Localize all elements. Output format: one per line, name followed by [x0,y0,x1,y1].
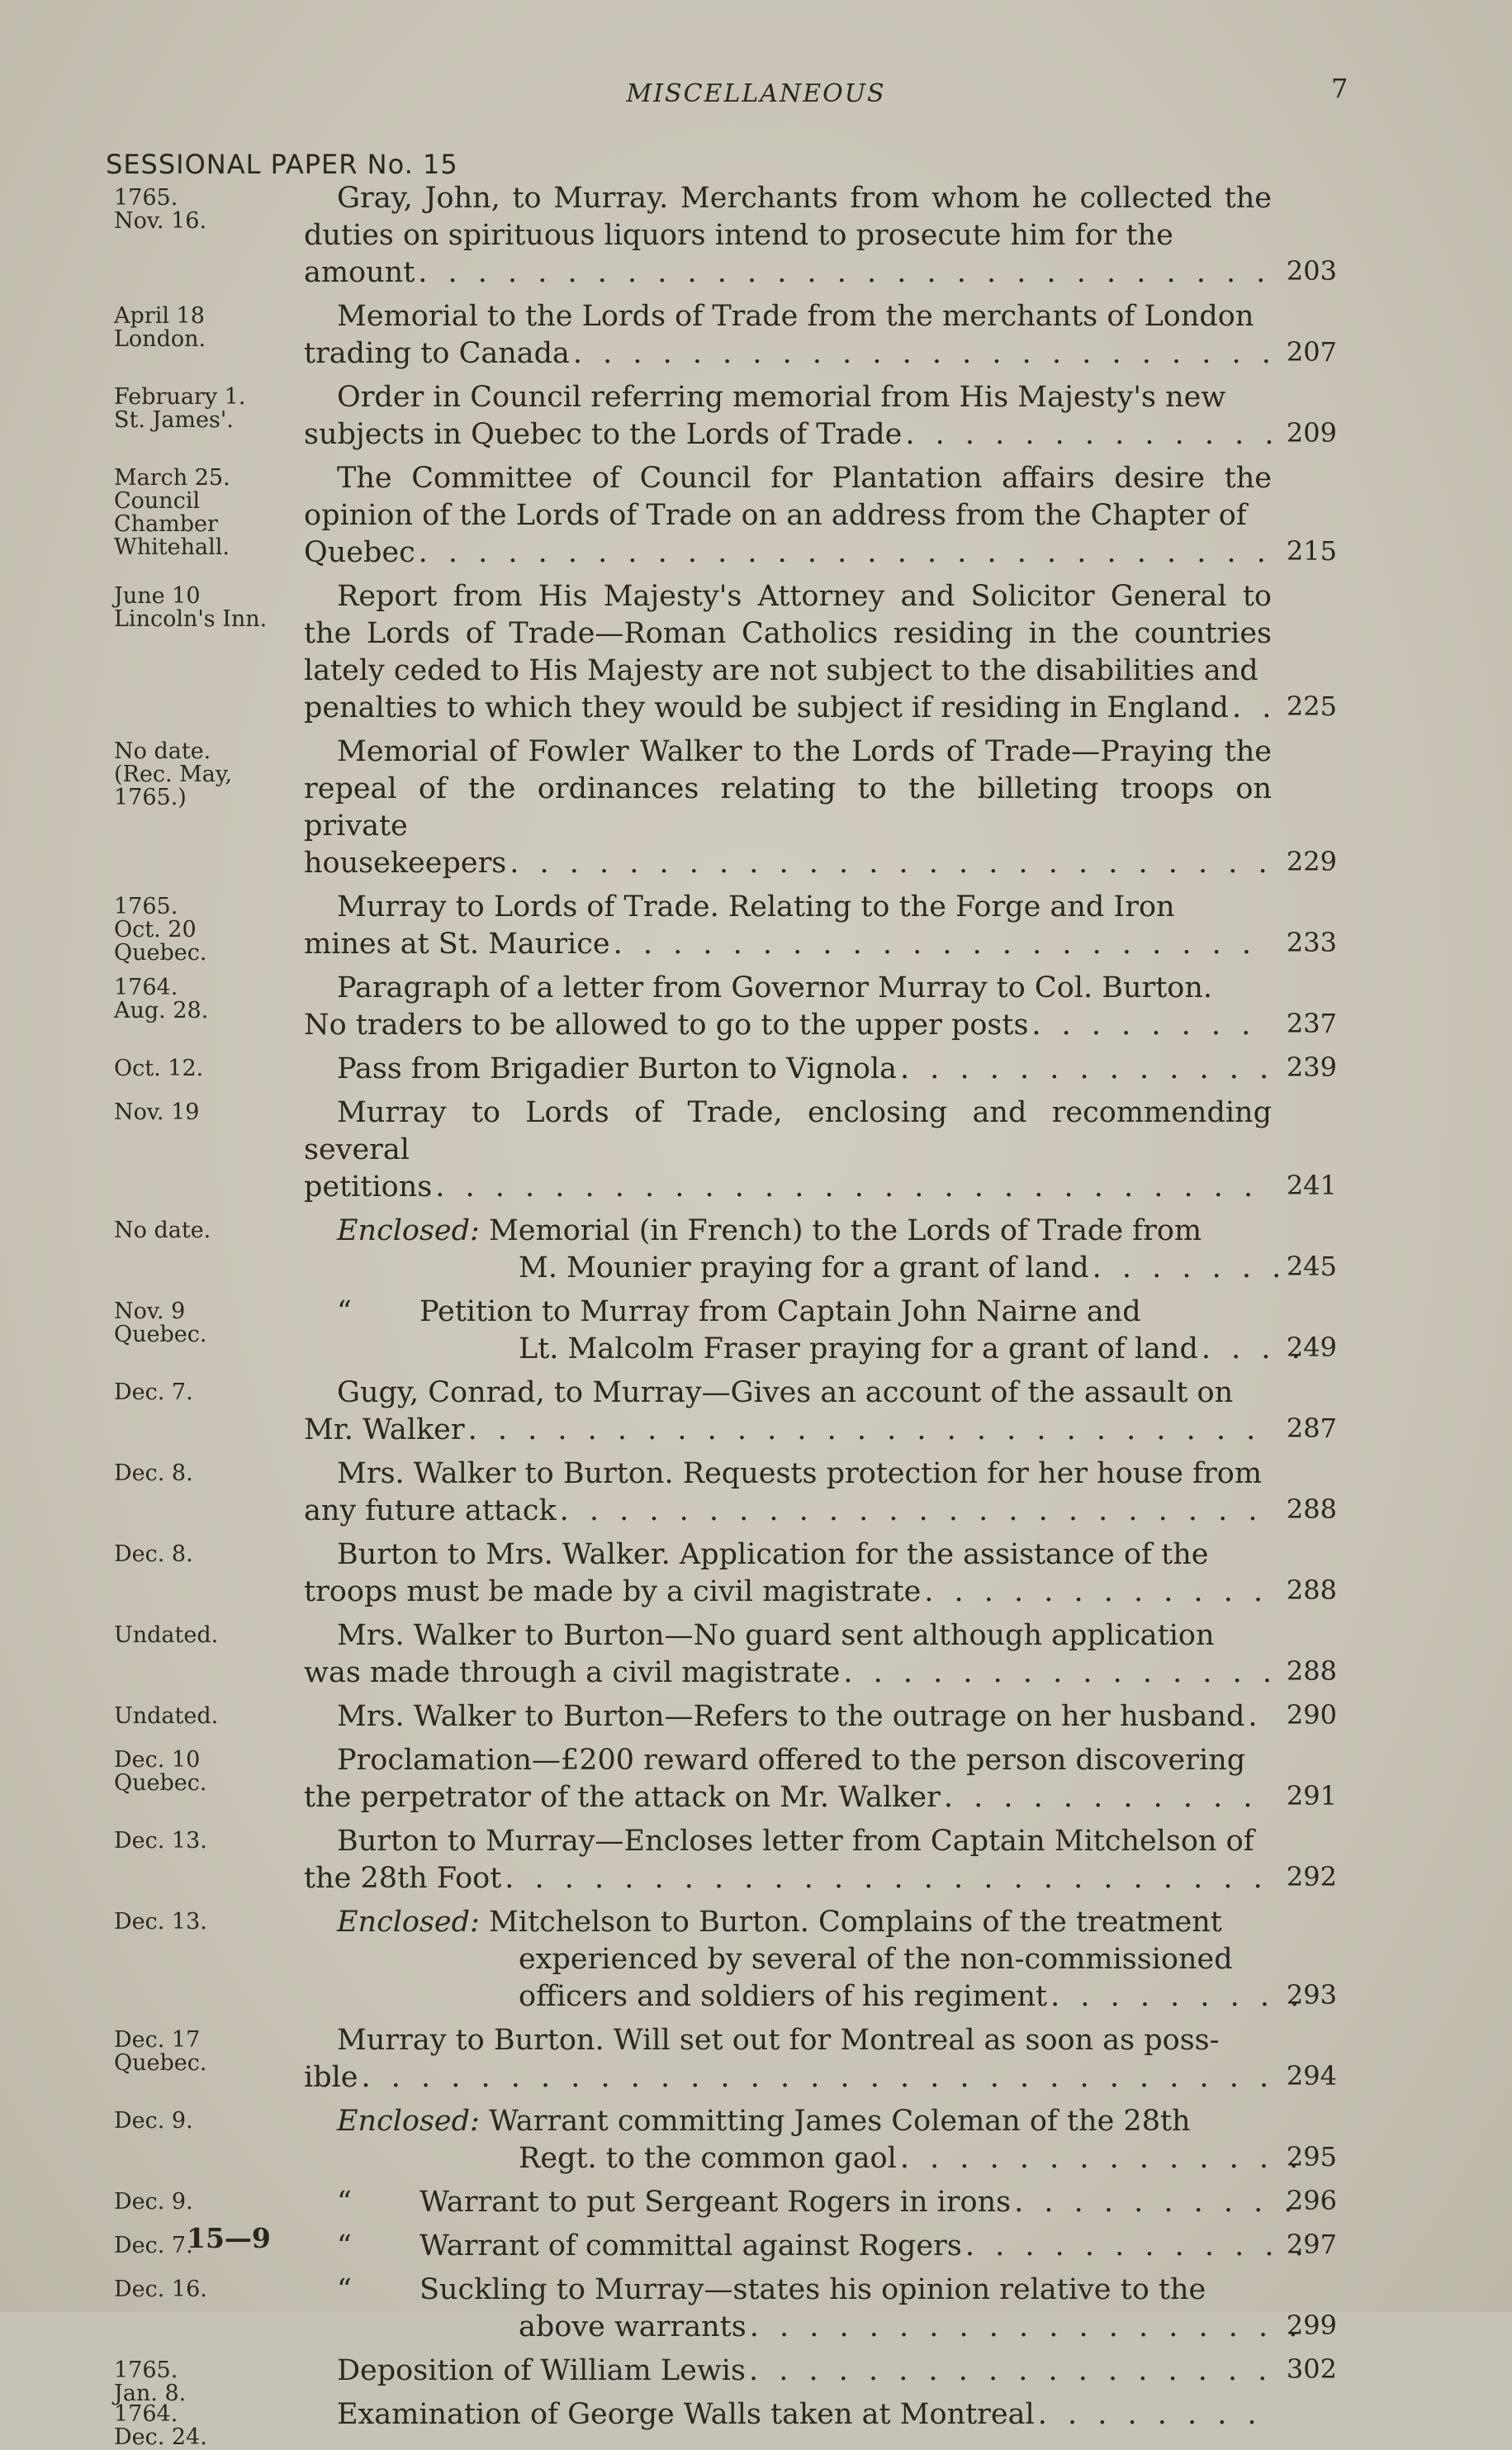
entry-date: Dec. 13. [114,1828,207,1854]
calendar-entry [0,1698,1512,1735]
leader-dots [1038,2396,1272,2433]
calendar-entry [0,1455,1512,1530]
entry-description [304,2228,1305,2265]
entry-text-final-line: amount [304,256,415,289]
entry-text-final-line: Pass from Brigadier Burton to Vignola [337,1052,898,1085]
entry-date: Dec. 8. [114,1460,193,1486]
calendar-entry [0,2022,1512,2096]
entry-text: Mitchelson to Burton. Complains of the treatment [488,1906,1222,1939]
leader-dots [965,2228,1305,2265]
entry-text: Mrs. Walker to Burton. Requests protection for her house from [337,1457,1263,1490]
page-reference: 225 [1286,691,1337,722]
page-reference: 290 [1286,1699,1337,1731]
calendar-entry [0,734,1512,882]
page-reference: 288 [1286,1493,1337,1525]
leader-dots [1014,2184,1305,2221]
entry-description [304,1823,1272,1897]
entry-text-final-line: subjects in Quebec to the Lords of Trade [304,418,903,451]
page-reference: 233 [1286,927,1337,958]
entry-description [304,379,1272,453]
entry-text: Murray to Lords of Trade. Relating to the Forge and Iron [337,890,1175,923]
entry-text-final-line: Quebec [304,536,415,569]
calendar-entry [0,1375,1512,1449]
entry-text: Gray, John, to Murray. Merchants from whom he collected the duties on spirituous liquors intend to prosecute him for the [304,182,1272,252]
calendar-entries [0,180,1512,2450]
entry-text-final-line: Warrant to put Sergeant Rogers in irons [419,2186,1012,2219]
leader-dots [573,335,1272,373]
entry-text-final-line: Lt. Malcolm Fraser praying for a grant of land [519,1332,1198,1365]
entry-text-final-line: Mrs. Walker to Burton—Refers to the outrage on her husband [337,1700,1245,1733]
leader-dots [750,2309,1305,2346]
page-reference: 292 [1286,1861,1337,1892]
page-reference: 207 [1286,336,1337,368]
calendar-entry [0,1823,1512,1897]
entry-date: No date. (Rec. May, 1765.) [114,738,233,810]
entry-description [304,1536,1272,1611]
page-reference: 203 [1286,255,1337,287]
calendar-entry [0,889,1512,966]
running-head: MISCELLANEOUS [626,79,886,108]
calendar-entry [0,970,1512,1044]
leader-dots [843,1655,1272,1692]
calendar-entry [0,2353,1512,2406]
entry-description [304,2184,1305,2221]
entry-description [304,1617,1272,1692]
page-reference: 239 [1286,1052,1337,1083]
calendar-entry [0,1094,1512,1206]
entry-text-final-line: M. Mounier praying for a grant of land [519,1251,1089,1284]
entry-description [304,1455,1272,1530]
entry-text: Warrant committing James Coleman of the 28th [488,2105,1191,2138]
entry-text-final-line: Deposition of William Lewis [337,2354,746,2387]
entry-date: June 10 Lincoln's Inn. [114,583,268,632]
calendar-entry [0,2184,1512,2221]
entry-text-final-line: No traders to be allowed to go to the upper posts [304,1009,1029,1042]
page-number: 7 [1331,73,1348,104]
entry-date: Dec. 10 Quebec. [114,1747,207,1796]
calendar-entry [0,1294,1512,1368]
entry-text: Order in Council referring memorial from His Majesty's new [337,381,1226,414]
leader-dots [510,845,1272,882]
entry-text-final-line: ible [304,2061,358,2094]
entry-text-final-line: Mr. Walker [304,1413,465,1446]
entry-description [304,1742,1272,1816]
entry-text: Memorial (in French) to the Lords of Trade from [488,1214,1202,1247]
entry-date: 1764. Dec. 24. [114,2401,207,2450]
page-reference: 245 [1286,1251,1337,1282]
entry-date: Dec. 13. [114,1909,207,1935]
calendar-entry [0,2272,1512,2346]
page-reference: 288 [1286,1655,1337,1687]
entry-description [304,1051,1272,1088]
entry-text: Mrs. Walker to Burton—No guard sent although application [337,1619,1215,1652]
leader-dots [505,1860,1272,1897]
leader-dots [418,254,1272,292]
page-reference: 302 [1286,2353,1337,2385]
leader-dots [1031,1007,1272,1044]
entry-date: Oct. 12. [114,1056,204,1081]
entry-text-final-line: the 28th Foot [304,1862,502,1895]
page-reference: 291 [1286,1780,1337,1811]
entry-text: Petition to Murray from Captain John Nairne and [419,1295,1141,1328]
leader-dots [362,2059,1272,2096]
calendar-entry [0,460,1512,572]
entry-text-final-line: penalties to which they would be subject if residing in England [304,691,1229,724]
entry-text: Memorial of Fowler Walker to the Lords of Trade—Praying the repeal of the ordinances relating to the billeting troops on private [304,735,1272,843]
entry-description [304,2022,1272,2096]
entry-text-final-line: Warrant of committal against Rogers [419,2229,962,2262]
entry-text-final-line: troops must be made by a civil magistrate [304,1575,922,1608]
entry-date: February 1. St. James'. [114,384,246,433]
page-reference: 237 [1286,1008,1337,1039]
calendar-entry [0,1536,1512,1611]
entry-description [304,2353,1272,2390]
ditto-mark: “ [337,2186,352,2219]
page-reference: 209 [1286,417,1337,449]
entry-description [304,460,1272,572]
leader-dots [419,534,1272,572]
entry-text-final-line: housekeepers [304,847,507,880]
entry-text-final-line: was made through a civil magistrate [304,1656,841,1689]
entry-date: Dec. 16. [114,2277,207,2302]
entry-description [304,2103,1305,2177]
ditto-mark: “ [337,2273,352,2306]
entry-date: 1765. Oct. 20 Quebec. [114,894,207,966]
entry-text-continued: experienced by several of the non-commissioned [519,1943,1233,1976]
calendar-entry [0,1213,1512,1287]
page-reference: 296 [1286,2185,1337,2216]
leader-dots [435,1169,1272,1206]
entry-date: Dec. 9. [114,2108,193,2134]
leader-dots [944,1779,1272,1816]
entry-text-final-line: officers and soldiers of his regiment [519,1980,1048,2013]
entry-text: Burton to Murray—Encloses letter from Captain Mitchelson of [337,1825,1254,1858]
leader-dots [468,1412,1272,1449]
entry-text-final-line: petitions [304,1170,433,1204]
enclosed-label: Enclosed: [337,1906,489,1939]
calendar-entry [0,1742,1512,1816]
page-reference: 293 [1286,1979,1337,2011]
page-reference: 287 [1286,1413,1337,1444]
entry-text: The Committee of Council for Plantation affairs desire the opinion of the Lords of Trade on an address from the Chapter of [304,462,1272,532]
page-reference: 249 [1286,1332,1337,1363]
page-reference: 288 [1286,1574,1337,1606]
entry-description [304,889,1272,963]
entry-description [304,734,1272,882]
entry-description [304,1294,1305,1368]
entry-date: 1765. Jan. 8. [114,2357,187,2406]
leader-dots [924,1574,1272,1611]
leader-dots [560,1493,1272,1530]
entry-text: Murray to Lords of Trade, enclosing and recommending several [304,1096,1272,1166]
leader-dots [614,926,1272,963]
calendar-entry [0,1051,1512,1088]
entry-description [304,298,1272,373]
page-reference: 295 [1286,2141,1337,2172]
entry-text: Gugy, Conrad, to Murray—Gives an account of the assault on [337,1376,1234,1409]
entry-description [304,970,1272,1044]
entry-text-final-line: trading to Canada [304,337,570,370]
entry-text-final-line: the perpetrator of the attack on Mr. Walker [304,1781,941,1814]
entry-text: Paragraph of a letter from Governor Murray to Col. Burton. [337,971,1213,1004]
entry-date: No date. [114,1218,211,1243]
page-reference: 297 [1286,2229,1337,2260]
page-reference: 299 [1286,2310,1337,2341]
calendar-entry [0,2103,1512,2177]
enclosed-label: Enclosed: [337,1214,489,1247]
entry-date: Dec. 7. [114,1379,193,1405]
calendar-entry [0,379,1512,453]
calendar-entry [0,298,1512,373]
entry-text-final-line: Regt. to the common gaol [519,2142,897,2175]
entry-date: April 18 London. [114,303,206,352]
entry-description [304,180,1272,292]
entry-description [304,1213,1305,1287]
leader-dots [749,2353,1272,2390]
entry-date: Nov. 9 Quebec. [114,1299,207,1347]
entry-text: Proclamation—£200 reward offered to the person discovering [337,1744,1246,1777]
entry-date: March 25. Council Chamber Whitehall. [114,465,230,560]
entry-date: Nov. 19 [114,1099,200,1125]
entry-text: Murray to Burton. Will set out for Montreal as soon as poss- [337,2024,1220,2057]
entry-text-final-line: any future attack [304,1494,557,1527]
entry-date: Dec. 9. [114,2189,193,2215]
leader-dots [905,416,1272,453]
entry-text: Burton to Mrs. Walker. Application for the assistance of the [337,1538,1209,1571]
page-reference: 215 [1286,535,1337,567]
ditto-mark: “ [337,2229,352,2262]
entry-text-final-line: Examination of George Walls taken at Montreal [337,2398,1035,2431]
entry-description [304,1094,1272,1206]
entry-date: Undated. [114,1703,219,1729]
calendar-entry [0,578,1512,727]
entry-date: Dec. 8. [114,1541,193,1567]
entry-text-final-line: mines at St. Maurice [304,928,610,961]
entry-description [304,578,1272,727]
leader-dots [900,1051,1272,1088]
ditto-mark: “ [337,1295,352,1328]
entry-description [304,2272,1305,2346]
entry-text: Report from His Majesty's Attorney and Solicitor General to the Lords of Trade—Roman Catholics residing in the countries lately ceded to His Majesty are not subject to the disabilities and [304,580,1272,687]
page-reference: 241 [1286,1170,1337,1201]
entry-description [304,1904,1305,2016]
entry-description [304,1375,1272,1449]
entry-date: Undated. [114,1622,219,1648]
entry-description [304,2396,1272,2433]
entry-date: 1765. Nov. 16. [114,185,207,234]
leader-dots [900,2140,1305,2177]
entry-date: Dec. 7. [114,2233,193,2258]
calendar-entry [0,1904,1512,2016]
entry-description [304,1698,1272,1735]
calendar-entry [0,2396,1512,2450]
entry-text-final-line: above warrants [519,2310,747,2343]
entry-text: Memorial to the Lords of Trade from the merchants of London [337,300,1254,333]
enclosed-label: Enclosed: [337,2105,489,2138]
sessional-paper-label: SESSIONAL PAPER No. 15 [106,149,458,180]
footer-signature: 15—9 [187,2222,271,2254]
page-reference: 229 [1286,846,1337,877]
entry-date: 1764. Aug. 28. [114,975,209,1023]
page-reference: 294 [1286,2060,1337,2092]
calendar-entry [0,180,1512,292]
calendar-entry [0,1617,1512,1692]
entry-text: Suckling to Murray—states his opinion relative to the [419,2273,1206,2306]
entry-date: Dec. 17 Quebec. [114,2027,207,2076]
